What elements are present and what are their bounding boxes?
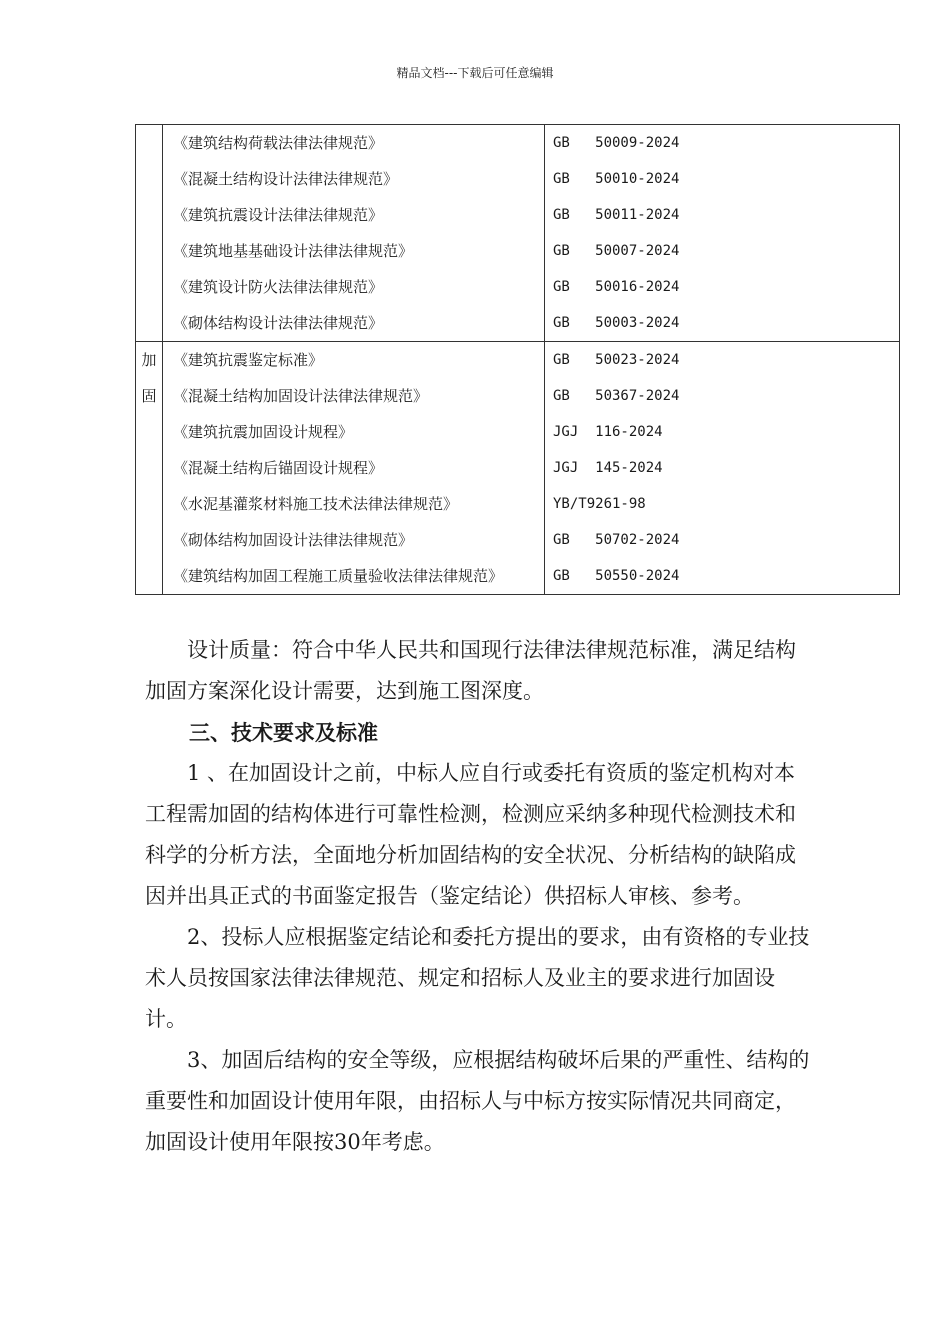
standard-name: 《建筑抗震加固设计规程》	[173, 423, 354, 441]
standard-code: GB 50009-2024	[553, 135, 680, 151]
standard-code: GB 50702-2024	[553, 532, 680, 548]
section-label-cell	[136, 125, 163, 342]
standard-name: 《水泥基灌浆材料施工技术法律法律规范》	[173, 495, 459, 513]
paragraph-1: 1 、在加固设计之前，中标人应自行或委托有资质的鉴定机构对本工程需加固的结构体进行可靠性检测，检测应采纳多种现代检测技术和科学的分析方法，全面地分析加固结构的安全状况、分析结构的缺陷成因并出具正式的书面鉴定报告（鉴定结论）供招标人审核、参考。	[145, 761, 796, 908]
standard-code: JGJ 145-2024	[553, 460, 663, 476]
standard-name: 《建筑地基基础设计法律法律规范》	[173, 242, 414, 260]
standard-name: 《建筑设计防火法律法律规范》	[173, 278, 384, 296]
table-section-reinforcement	[136, 342, 900, 595]
standard-name: 《混凝土结构后锚固设计规程》	[173, 459, 384, 477]
section-heading: 三、技术要求及标准	[189, 720, 378, 745]
standard-codes-cell	[545, 125, 900, 342]
document-body	[145, 630, 810, 1163]
standard-code: GB 50003-2024	[553, 315, 680, 331]
section-label-cell	[136, 342, 163, 595]
standard-code: GB 50011-2024	[553, 207, 680, 223]
standard-name: 《混凝土结构设计法律法律规范》	[173, 170, 399, 188]
design-quality-paragraph: 设计质量：符合中华人民共和国现行法律法律规范标准，满足结构加固方案深化设计需要，达到施工图深度。	[145, 638, 796, 703]
standard-code: YB/T9261-98	[553, 496, 646, 512]
standard-name: 《建筑抗震鉴定标准》	[173, 351, 324, 369]
standard-names-cell	[163, 125, 545, 342]
standard-name: 《砌体结构加固设计法律法律规范》	[173, 531, 414, 549]
table-section-general	[136, 125, 900, 342]
standard-codes-cell	[545, 342, 900, 595]
standard-name: 《建筑抗震设计法律法律规范》	[173, 206, 384, 224]
section-label-char: 加	[141, 351, 157, 369]
standard-code: GB 50367-2024	[553, 388, 680, 404]
standard-code: GB 50010-2024	[553, 171, 680, 187]
section-label-char: 固	[141, 387, 157, 405]
paragraph-2: 2、投标人应根据鉴定结论和委托方提出的要求，由有资格的专业技术人员按国家法律法律规范、规定和招标人及业主的要求进行加固设计。	[145, 925, 810, 1031]
standard-code: JGJ 116-2024	[553, 424, 663, 440]
paragraph-3: 3、加固后结构的安全等级，应根据结构破坏后果的严重性、结构的重要性和加固设计使用年限，由招标人与中标方按实际情况共同商定，加固设计使用年限按30年考虑。	[145, 1048, 810, 1154]
standard-code: GB 50016-2024	[553, 279, 680, 295]
standard-code: GB 50023-2024	[553, 352, 680, 368]
standard-code: GB 50007-2024	[553, 243, 680, 259]
standard-name: 《混凝土结构加固设计法律法律规范》	[173, 387, 429, 405]
standard-name: 《建筑结构荷载法律法律规范》	[173, 134, 384, 152]
standard-name: 《砌体结构设计法律法律规范》	[173, 314, 384, 332]
standard-code: GB 50550-2024	[553, 568, 680, 584]
standard-name: 《建筑结构加固工程施工质量验收法律法律规范》	[173, 567, 504, 585]
standards-table	[135, 124, 900, 595]
standard-names-cell	[163, 342, 545, 595]
page-header: 精品文档---下载后可任意编辑	[396, 66, 554, 80]
